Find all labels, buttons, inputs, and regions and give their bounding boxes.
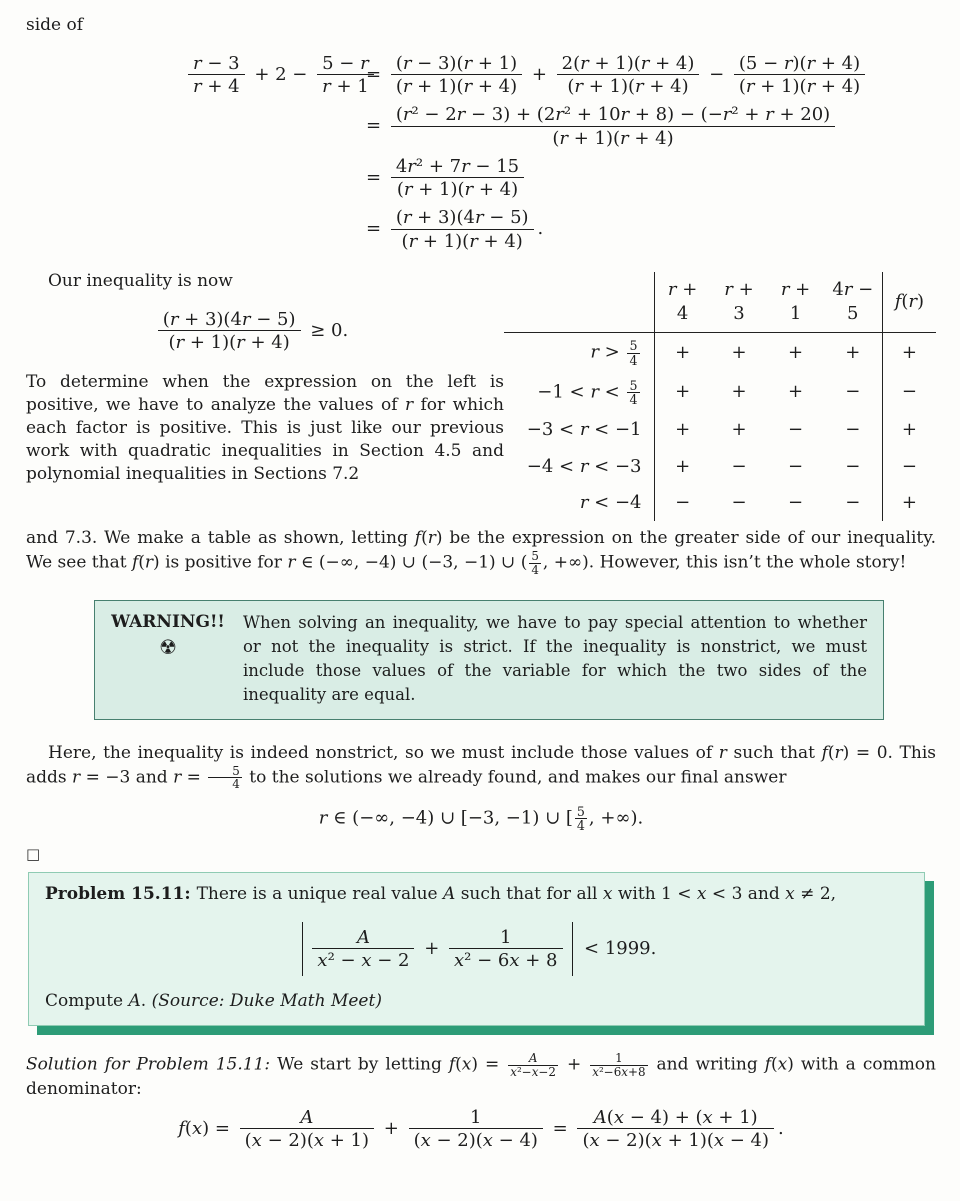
inequality-display: $\frac{(r + 3)(4r - 5)}{(r + 1)(r + 4)}$ ≥ 0. [26,309,476,353]
table-sign-cell: − [731,491,747,513]
fraction: $\frac{5}{4}$ [531,549,539,577]
fraction: $\frac{1}{\text{x² − 6x + 8}}$ [449,927,563,971]
middle-left-column [26,270,504,521]
derivation-block [184,53,936,252]
table-row [504,485,936,521]
fraction: $\frac{A}{(x - 2)(x + 1)}$ [240,1107,374,1151]
table-row-label: r > $\frac{5}{4}$ [504,333,654,373]
fraction: $\frac{(r + 3)(4r - 5)}{(r + 1)(r + 4)}$ [158,309,301,353]
table-sign-cell: + [731,419,747,441]
fraction: $\frac{1}{\text{x²−6x+8}}$ [592,1051,646,1079]
derivation-rhs: = $\frac{(r + 3)(4r - 5)}{(r + 1)(r + 4)}$ . [366,207,544,252]
table-sign-cell: − [787,455,804,477]
table-header-cell: r + 1 [780,278,811,325]
continuation-paragraph: and 7.3. We make a table as shown, letting f(r) be the expression on the greater side of our inequality. We see that f(r) is positive for r ∈ (−∞, −4) ∪ (−3, −1) ∪ ( $\frac{5}{4}$ , +∞). However, this isn’t the whole story! [26,528,937,577]
warning-box [94,600,884,720]
table-sign-cell: − [845,381,861,403]
fraction: $\frac{(5 - r)(r + 4)}{(r + 1)(r + 4)}$ [734,53,865,97]
solution-display: f(x) = $\frac{A}{(x - 2)(x + 1)}$ + $\frac{1}{(x - 2)(x - 4)}$ = $\frac{A(x - 4) + (x + 1)}{(x - 2)(x + 1)(x - 4)}$ . [178,1107,784,1152]
problem-display: $\frac{A}{\text{x² − x − 2}}$ + $\frac{1}{\text{x² − 6x + 8}}$ < 1999. [45,922,908,976]
sign-table [504,272,936,521]
fraction: $\frac{A}{\text{x²−x−2}}$ [510,1051,556,1079]
table-row [504,373,936,412]
warning-label-text: WARNING!! [111,612,225,633]
fraction: $\frac{2(r + 1)(r + 4)}{(r + 1)(r + 4)}$ [557,53,700,97]
table-sign-cell: − [845,419,861,441]
table-row [504,449,936,485]
middle-section [26,270,936,521]
table-sign-cell: − [845,455,861,477]
table-header-row [504,272,936,333]
derivation-row [184,156,936,200]
table-sign-cell: − [882,449,936,485]
fraction: $\frac{r - 3}{r + 4}$ [188,53,245,97]
qed-marker: □ [26,845,41,864]
table-row-label: −3 < r < −1 [504,412,654,448]
fraction: $\frac{5}{4}$ [629,377,638,408]
radiation-icon: ☢ [159,635,177,660]
table-sign-cell: + [882,485,936,521]
table-sign-cell: − [731,455,747,477]
warning-label [105,611,231,707]
table-sign-cell: + [787,341,804,363]
table-row [504,412,936,448]
derivation-rhs: = $\frac{(r - 3)(r + 1)}{(r + 1)(r + 4)}$ + $\frac{2(r + 1)(r + 4)}{(r + 1)(r + 4)}$ − $\frac{(5 - r)(r + 4)}{(r + 1)(r + 4)}$ [366,53,869,97]
problem-footer: Compute A. (Source: Duke Math Meet) [45,991,382,1012]
problem-statement: Problem 15.11: There is a unique real value A such that for all x with 1 < x < 3 and x ≠ 2, [45,884,837,905]
table-sign-cell: − [675,491,691,513]
table-header-cell: f(r) [882,272,936,333]
fraction: $\frac{5}{4}$ [576,803,585,833]
fraction: $\frac{(r + 3)(4r - 5)}{(r + 1)(r + 4)}$ [391,207,534,251]
derivation-rhs: = $\frac{\text{(r² − 2r − 3) + (2r² + 10r + 8) − (−r² + r + 20)}}{(r + 1)(r + 4)}$ [366,104,839,148]
fraction: $\frac{\text{4r² + 7r − 15}}{(r + 1)(r + 4)}$ [391,156,524,200]
table-sign-cell: − [882,373,936,412]
problem-box [28,872,925,1026]
fraction: $\frac{(r - 3)(r + 1)}{(r + 1)(r + 4)}$ [391,53,522,97]
table-sign-cell: + [882,333,936,373]
derivation-rhs: = $\frac{\text{4r² + 7r − 15}}{(r + 1)(r + 4)}$ [366,156,528,200]
fraction: $\frac{A}{\text{x² − x − 2}}$ [312,927,414,971]
table-sign-cell: + [675,381,691,403]
table-sign-cell: + [882,412,936,448]
nonstrict-paragraph: Here, the inequality is indeed nonstrict, so we must include those values of r such that f(r) = 0. This adds r = −3 and r = $\frac{5}{4}$ to the solutions we already found, and makes our final answer [26,742,936,792]
table-row-label: r < −4 [504,485,654,521]
warning-body: When solving an inequality, we have to pay special attention to whether or not the inequality is strict. If the inequality is nonstrict, we must include those values of the variable for which the two sides of the inequality are equal. [243,613,867,704]
table-sign-cell: + [675,341,691,363]
derivation-row [184,53,936,97]
absolute-value-bar [302,922,304,976]
table-sign-cell: + [731,381,747,403]
absolute-value-bar [572,922,574,976]
lead-text: Our inequality is now [48,270,233,291]
table-sign-cell: − [787,419,804,441]
middle-right-column [504,270,936,521]
derivation-row [184,207,936,251]
table-header-cell: r + 4 [667,278,698,325]
fraction: $\frac{5 - r}{r + 1}$ [317,53,374,97]
derivation-row [184,104,936,148]
table-sign-cell: + [731,341,747,363]
fraction: $\frac{A(x - 4) + (x + 1)}{(x - 2)(x + 1)(x - 4)}$ [577,1107,774,1151]
fraction: $\frac{1}{(x - 2)(x - 4)}$ [409,1107,543,1151]
table-row-label: −1 < r < $\frac{5}{4}$ [504,373,654,412]
intro-text: side of [26,15,84,35]
derivation-lhs: $\frac{r - 3}{r + 4}$ + 2 − $\frac{5 - r}{r + 1}$ [184,53,366,97]
solution-paragraph: Solution for Problem 15.11: We start by letting f(x) = $\frac{A}{\text{x²−x−2}}$ + $\frac{1}{\text{x²−6x+8}}$ and writing f(x) with a common denominator: [26,1051,936,1100]
final-answer-display: r ∈ (−∞, −4) ∪ [−3, −1) ∪ [ $\frac{5}{4}$ , +∞). [318,803,644,833]
fraction: $\frac{5}{4}$ [629,338,638,368]
fraction: $\frac{\text{(r² − 2r − 3) + (2r² + 10r + 8) − (−r² + r + 20)}}{(r + 1)(r + 4)}$ [391,104,835,148]
left-paragraph: To determine when the expression on the left is positive, we have to analyze the values of r for which each factor is positive. This is just like our previous work with quadratic inequalities in Section 4.5 and polynomial inequalities in Sections 7.2 [26,372,504,484]
table-sign-cell: − [845,491,861,513]
table-header-cell [504,272,654,333]
table-row [504,333,936,373]
table-header-cell: r + 3 [724,278,754,325]
fraction: $\frac{5}{4}$ [208,765,242,791]
table-sign-cell: + [787,381,804,403]
table-sign-cell: + [675,455,691,477]
table-sign-cell: + [845,341,861,363]
table-row-label: −4 < r < −3 [504,449,654,485]
table-header-cell: 4r − 5 [832,278,874,325]
table-sign-cell: + [675,419,691,441]
table-sign-cell: − [787,491,804,513]
